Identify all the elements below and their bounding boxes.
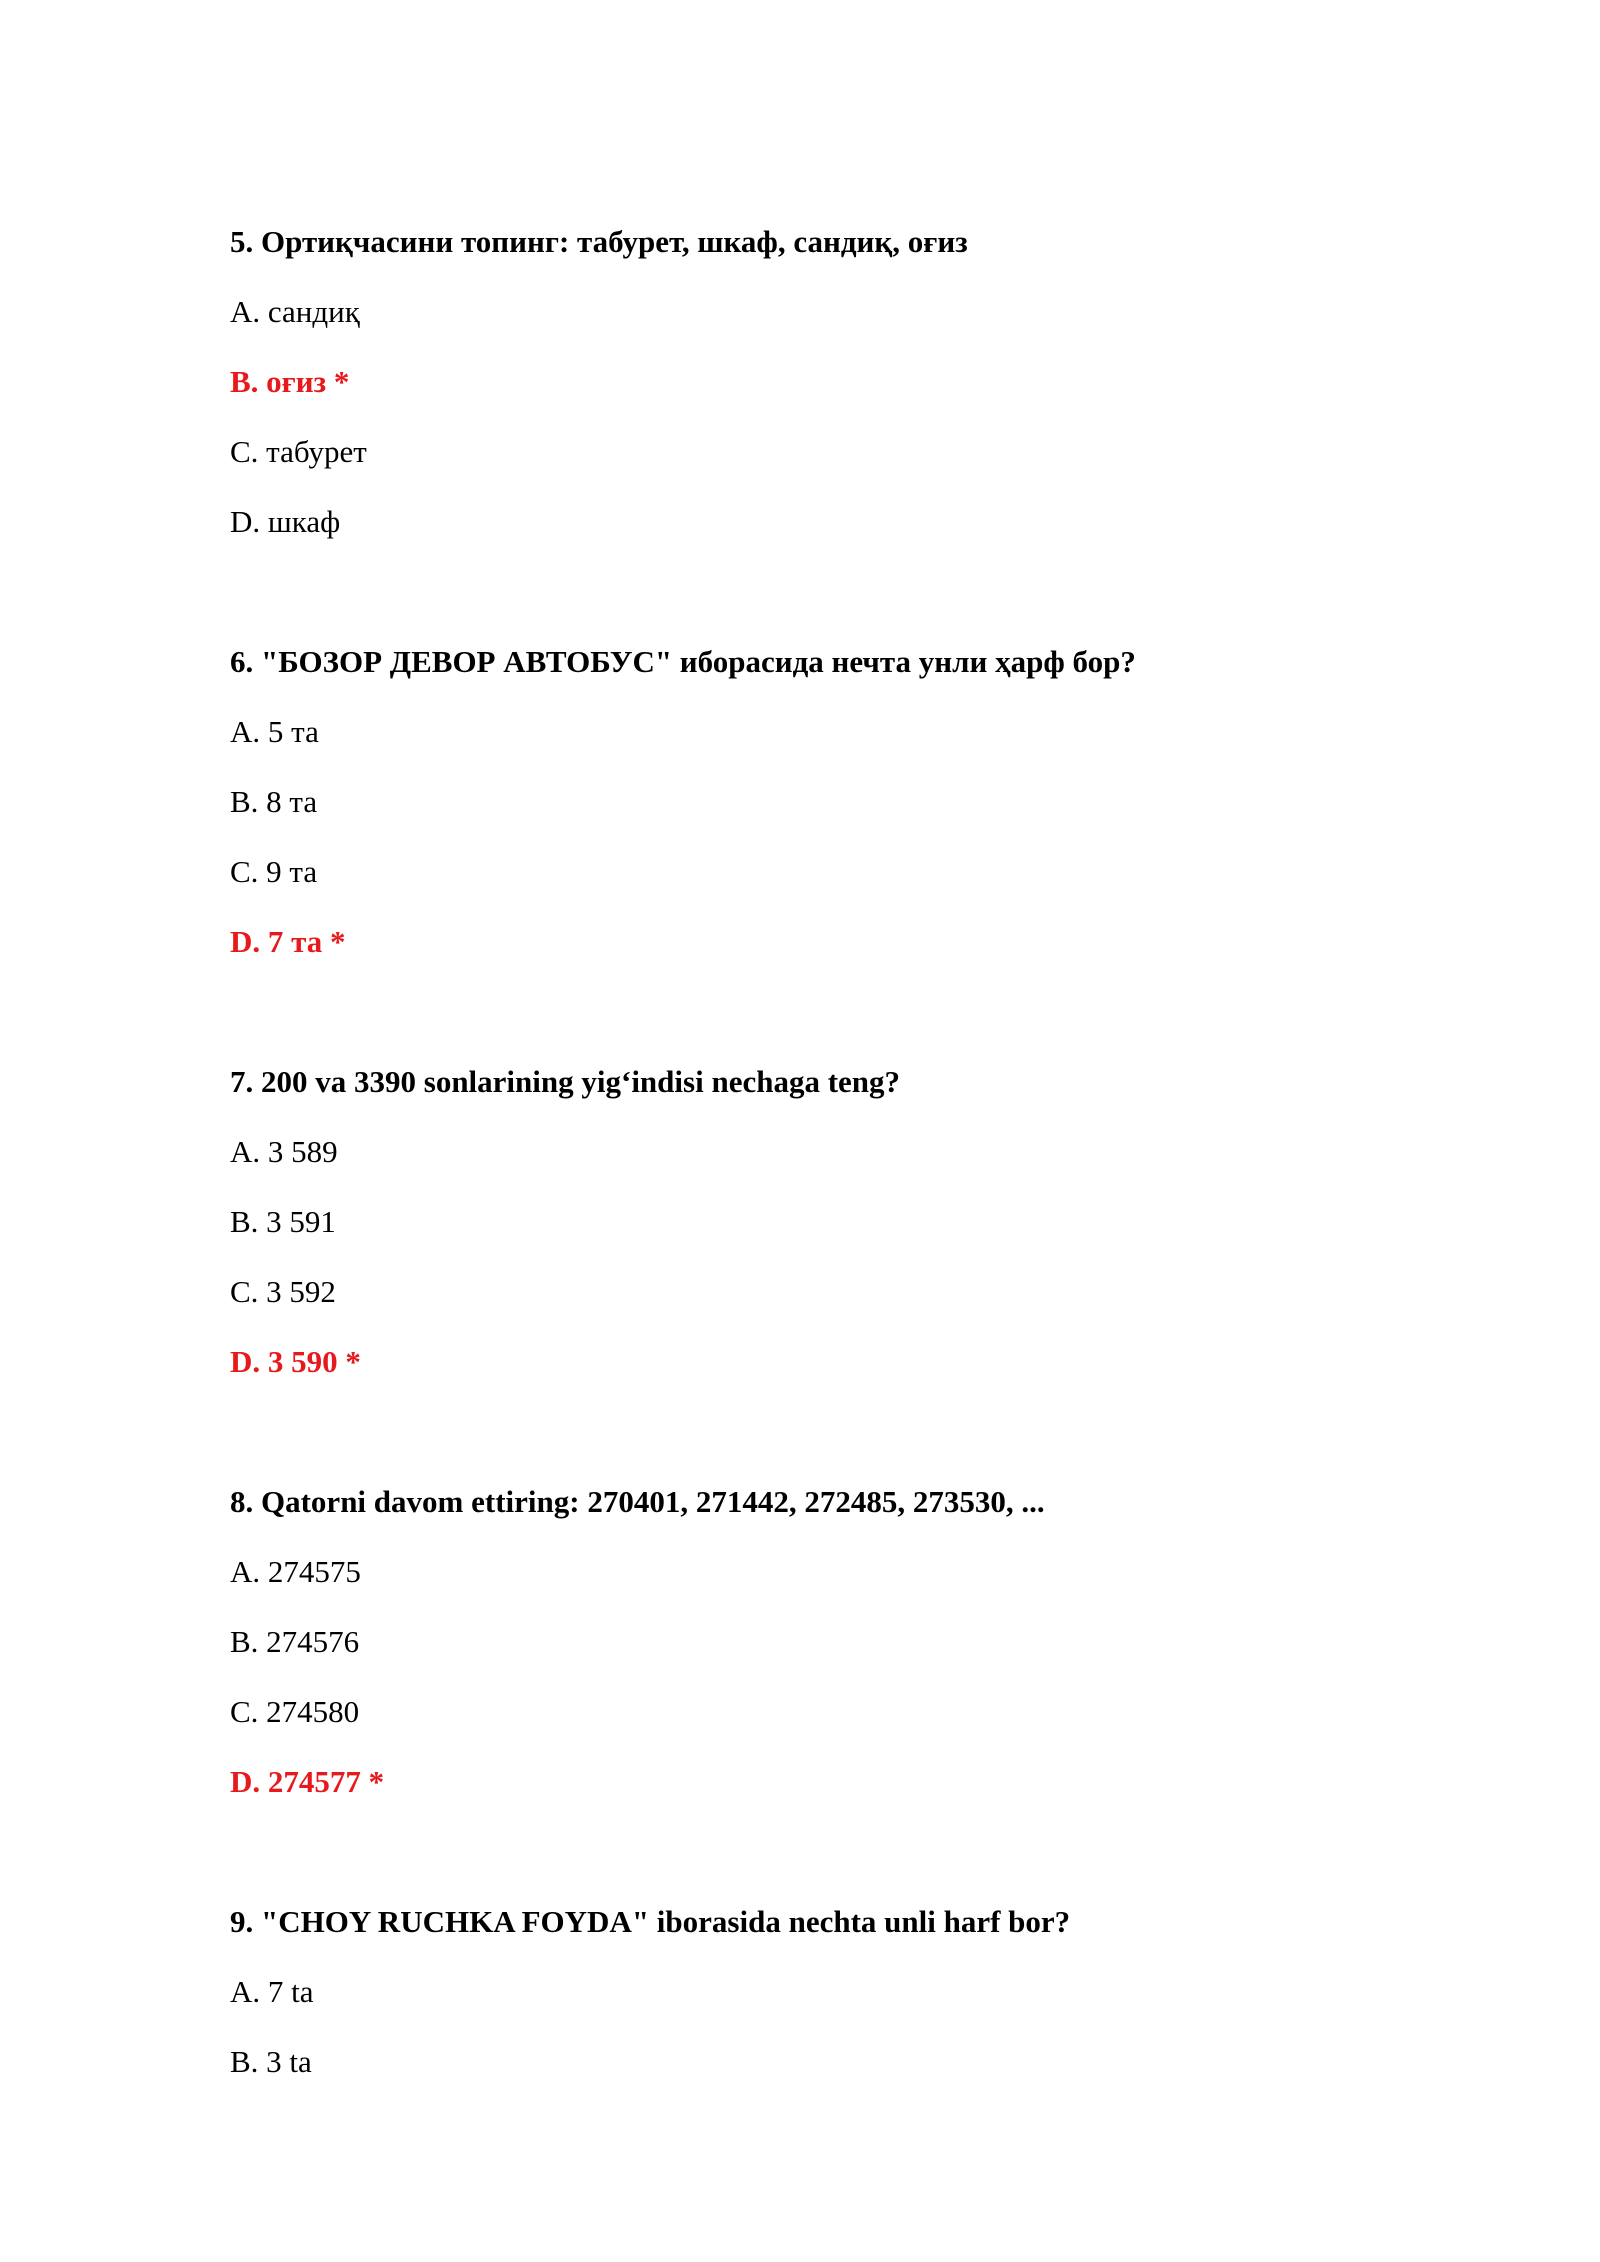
question-9-option-a: A. 7 ta <box>230 1974 314 2009</box>
question-5: 5. Ортиқчасини топинг: табурет, шкаф, сандиқ, оғиз <box>230 224 968 259</box>
question-6-option-c: C. 9 та <box>230 854 318 889</box>
question-8-option-d-correct: D. 274577 * <box>230 1764 385 1799</box>
question-8-option-c: C. 274580 <box>230 1694 360 1729</box>
question-8-option-b: B. 274576 <box>230 1624 360 1659</box>
question-9: 9. "CHOY RUCHKA FOYDA" iborasida nechta unli harf bor? <box>230 1904 1071 1939</box>
question-5-option-c: C. табурет <box>230 434 367 469</box>
question-7-option-b: B. 3 591 <box>230 1204 336 1239</box>
question-7-option-a: A. 3 589 <box>230 1134 338 1169</box>
question-8: 8. Qatorni davom ettiring: 270401, 271442, 272485, 273530, ... <box>230 1484 1045 1519</box>
question-8-option-a: A. 274575 <box>230 1554 361 1589</box>
question-6-option-a: A. 5 та <box>230 714 319 749</box>
question-5-option-b-correct: B. оғиз * <box>230 364 350 399</box>
question-9-option-b: B. 3 ta <box>230 2044 312 2079</box>
question-6-option-d-correct: D. 7 та * <box>230 924 346 959</box>
question-5-option-d: D. шкаф <box>230 504 341 539</box>
question-7-option-d-correct: D. 3 590 * <box>230 1344 361 1379</box>
question-5-option-a: A. сандиқ <box>230 294 360 329</box>
question-7: 7. 200 va 3390 sonlarining yig‘indisi nechaga teng? <box>230 1064 901 1099</box>
question-6-option-b: B. 8 та <box>230 784 318 819</box>
question-7-option-c: C. 3 592 <box>230 1274 336 1309</box>
question-6: 6. "БОЗОР ДЕВОР АВТОБУС" иборасида нечта унли ҳарф бор? <box>230 644 1136 679</box>
